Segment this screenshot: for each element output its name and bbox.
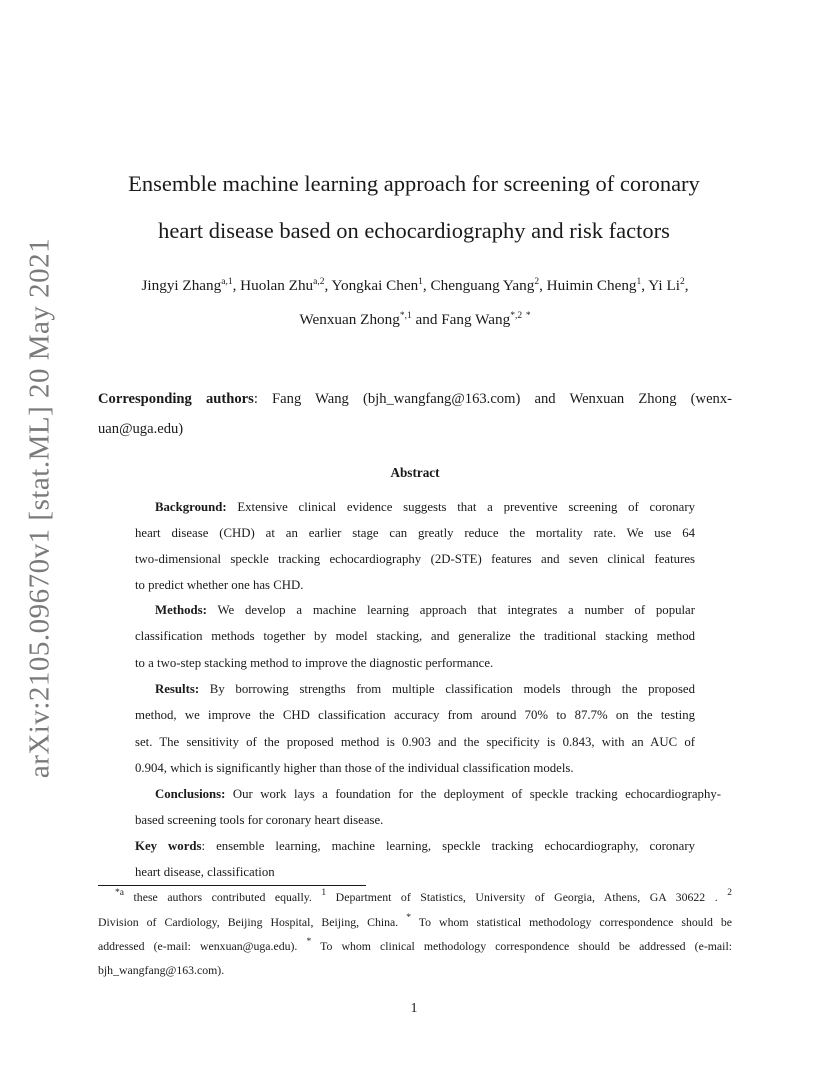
author-name: Yi Li [648,277,680,294]
paper-title-line-1: Ensemble machine learning approach for screening of coronary [128,171,700,196]
footnote-line-4: bjh_wangfang@163.com). [98,963,225,977]
abstract-background-line-4: to predict whether one has CHD. [135,578,304,592]
conclusions-label: Conclusions: [155,787,226,801]
abstract-methods-line-2: classification methods together by model stacking, and generalize the traditional stacking method [135,629,695,643]
corresponding-authors-text: : Fang Wang (bjh_wangfang@163.com) and Wenxuan Zhong (wenx- [253,391,732,407]
background-label: Background: [155,500,227,514]
footnote-line-2: Division of Cardiology, Beijing Hospital, Beijing, China. * To whom statistical methodology correspondence should be [98,913,732,929]
arxiv-identifier-text: arXiv:2105.09670v1 [stat.ML] 20 May 2021 [23,237,56,778]
abstract-results-line-2: method, we improve the CHD classification accuracy from around 70% to 87.7% on the testing [135,708,695,722]
author-affiliation: *,1 [399,311,412,321]
author-name: Chenguang Yang [430,277,535,294]
page-number: 1 [410,1001,418,1016]
author-note-mark: * [525,311,531,321]
abstract-methods-line-1: Methods: We develop a machine learning approach that integrates a number of popular [155,603,695,617]
author-affiliation: a,1 [221,277,233,287]
author-affiliation: a,2 [313,277,325,287]
abstract-results-line-1: Results: By borrowing strengths from multiple classification models through the proposed [155,682,695,696]
abstract-results-line-3: set. The sensitivity of the proposed method is 0.903 and the specificity is 0.843, with an AUC of [135,735,695,749]
author-name: Yongkai Chen [331,277,419,294]
keywords-label: Key words [135,839,202,853]
abstract-conclusions-line-1: Conclusions: Our work lays a foundation for the deployment of speckle tracking echocardiography- [155,787,721,801]
author-affiliation: 1 [418,277,423,287]
author-list-line-2 [90,310,740,330]
corresponding-authors-label: Corresponding authors [98,391,254,407]
abstract-heading: Abstract [390,465,440,480]
author-affiliation: *,2 [510,311,523,321]
author-affiliation: 2 [534,277,540,287]
abstract-background-line-3: two-dimensional speckle tracking echocardiography (2D-STE) features and seven clinical features [135,552,695,566]
author-name: Huimin Cheng [546,277,637,294]
footnote-rule [98,885,366,886]
paper-title-line-2: heart disease based on echocardiography and risk factors [158,218,670,243]
corresponding-authors-line-2: uan@uga.edu) [98,421,184,437]
author-name: Fang Wang [441,311,511,328]
author-name: Wenxuan Zhong [299,311,400,328]
abstract-conclusions-line-2: based screening tools for coronary heart disease. [135,813,384,827]
author-list-line-1: Jingyi Zhang$^{a,1}$, Huolan Zhu$^{a,2}$, Yongkai Chen$^1$, Chenguang Yang$^2$, Huimin Cheng$^1$, Yi Li$^2$, [141,277,689,294]
author-and: and [415,311,438,328]
abstract-background-line-2: heart disease (CHD) at an earlier stage can greatly reduce the mortality rate. We use 64 [135,526,695,540]
footnote-line-1: $^{*a}$ these authors contributed equally. $^1$ Department of Statistics, University of Georgia, Athens, GA 30622 . $^2$ [115,888,732,904]
keywords-line-2: heart disease, classification [135,865,275,879]
corresponding-authors-line-1 [98,391,732,408]
abstract-results-line-4: 0.904, which is significantly higher than those of the individual classification models. [135,761,574,775]
methods-label: Methods: [155,603,207,617]
abstract-methods-line-3: to a two-step stacking method to improve the diagnostic performance. [135,656,494,670]
footnote-line-3: addressed (e-mail: wenxuan@uga.edu). * To whom clinical methodology correspondence should be addressed (e-mail: [98,937,733,953]
results-label: Results: [155,682,200,696]
abstract-background-line-1: Background: Extensive clinical evidence suggests that a preventive screening of coronary [155,500,695,514]
author-name: Huolan Zhu [240,277,314,294]
keywords-line-1: Key words: ensemble learning, machine learning, speckle tracking echocardiography, coronary [135,839,695,853]
author-affiliation: 2 [679,277,685,287]
author-name: Jingyi Zhang [141,277,222,294]
author-affiliation: 1 [636,277,642,287]
arxiv-identifier [20,237,60,778]
